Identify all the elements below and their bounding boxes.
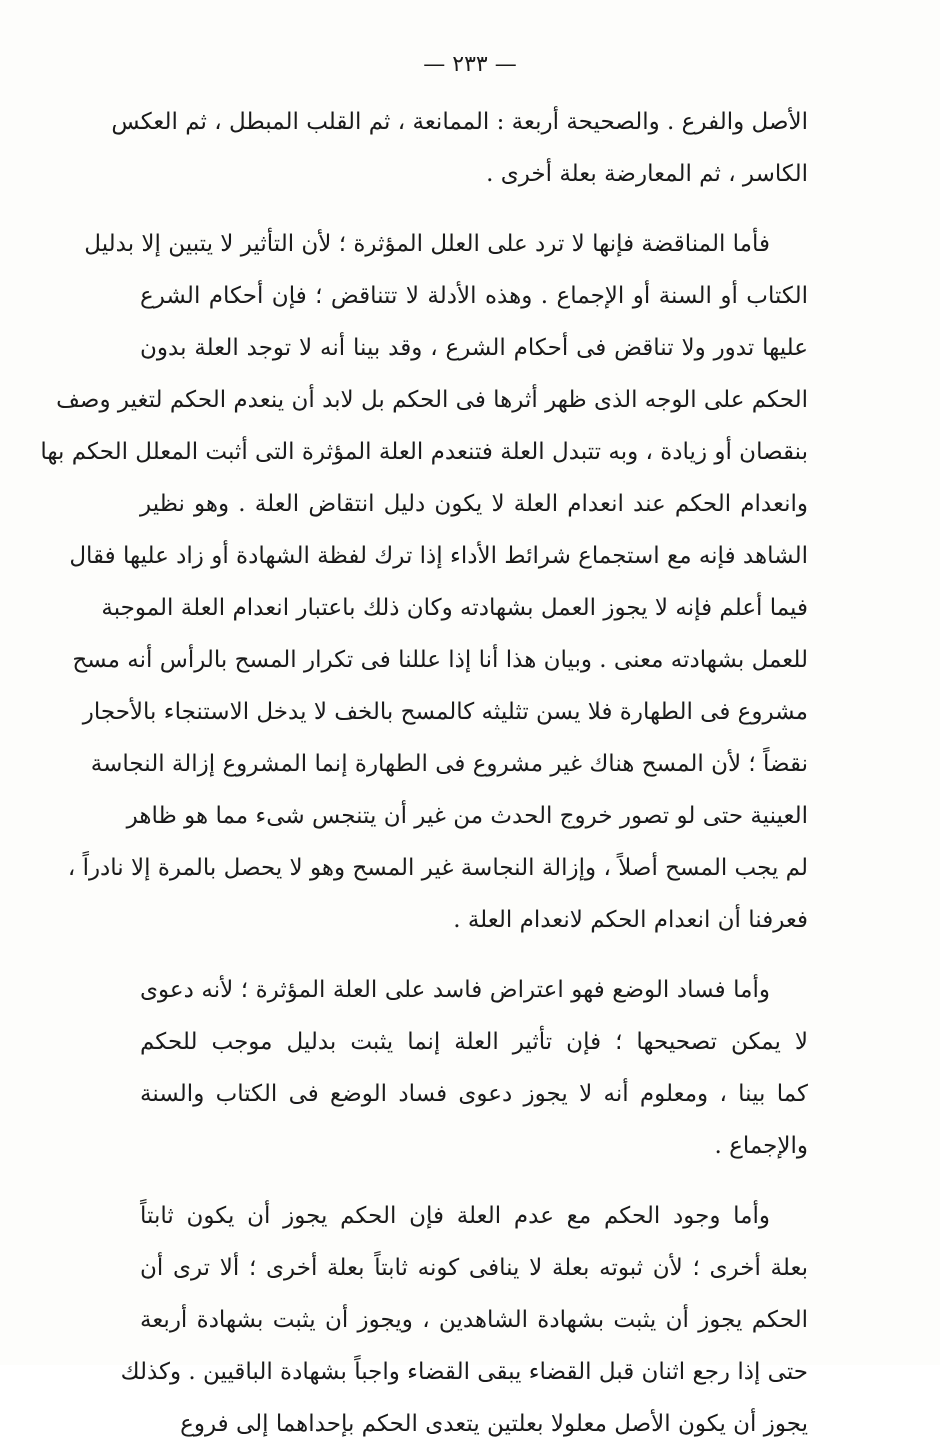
text-line: فأما المناقضة فإنها لا ترد على العلل المؤثرة ؛ لأن التأثير لا يتبين إلا بدليل xyxy=(84,231,770,257)
text-line: والإجماع . xyxy=(714,1133,808,1159)
body-text xyxy=(40,96,808,1450)
text-line: يجوز أن يكون الأصل معلولا بعلتين يتعدى الحكم بإحداهما إلى فروع xyxy=(180,1411,808,1437)
text-line: فيما أعلم فإنه لا يجوز العمل بشهادته وكان ذلك باعتبار انعدام العلة الموجبة xyxy=(101,595,808,621)
text-line: بعلة أخرى ؛ لأن ثبوته بعلة لا ينافى كونه ثابتاً بعلة أخرى ؛ ألا ترى أن xyxy=(140,1255,808,1281)
text-line: لم يجب المسح أصلاً ، وإزالة النجاسة غير المسح وهو لا يحصل بالمرة إلا نادراً ، xyxy=(67,855,808,881)
text-line: الحكم يجوز أن يثبت بشهادة الشاهدين ، ويجوز أن يثبت بشهادة أربعة xyxy=(140,1307,808,1333)
text-line: لا يمكن تصحيحها ؛ فإن تأثير العلة إنما يثبت بدليل موجب للحكم xyxy=(140,1029,808,1055)
text-line: حتى إذا رجع اثنان قبل القضاء يبقى القضاء واجباً بشهادة الباقيين . وكذلك xyxy=(120,1359,808,1385)
text-line: كما بينا ، ومعلوم أنه لا يجوز دعوى فساد الوضع فى الكتاب والسنة xyxy=(140,1081,808,1107)
text-line: وانعدام الحكم عند انعدام العلة لا يكون دليل انتقاض العلة . وهو نظير xyxy=(140,491,808,517)
paragraph xyxy=(111,96,808,200)
paragraph xyxy=(40,218,808,946)
text-line: للعمل بشهادته معنى . وبيان هذا أنا إذا عللنا فى تكرار المسح بالرأس أنه مسح xyxy=(72,647,808,673)
text-line: فعرفنا أن انعدام الحكم لانعدام العلة . xyxy=(453,907,808,933)
text-line: الكتاب أو السنة أو الإجماع . وهذه الأدلة لا تتناقض ؛ فإن أحكام الشرع xyxy=(140,283,808,309)
text-line: وأما وجود الحكم مع عدم العلة فإن الحكم يجوز أن يكون ثابتاً xyxy=(140,1203,770,1229)
paragraph xyxy=(120,1190,808,1450)
text-line: وأما فساد الوضع فهو اعتراض فاسد على العلة المؤثرة ؛ لأنه دعوى xyxy=(140,977,770,1003)
text-line: العينية حتى لو تصور خروج الحدث من غير أن يتنجس شىء مما هو ظاهر xyxy=(126,803,808,829)
paragraph xyxy=(140,964,808,1172)
text-line: مشروع فى الطهارة فلا يسن تثليثه كالمسح بالخف لا يدخل الاستنجاء بالأحجار xyxy=(82,699,808,725)
text-line: نقضاً ؛ لأن المسح هناك غير مشروع فى الطهارة إنما المشروع إزالة النجاسة xyxy=(90,751,808,777)
text-line: الكاسر ، ثم المعارضة بعلة أخرى . xyxy=(486,161,808,187)
text-line: عليها تدور ولا تناقض فى أحكام الشرع ، وقد بينا أنه لا توجد العلة بدون xyxy=(140,335,808,361)
page-number: — ٢٣٣ — xyxy=(423,52,517,77)
text-line: بنقصان أو زيادة ، وبه تتبدل العلة فتنعدم العلة المؤثرة التى أثبت المعلل الحكم بها xyxy=(40,439,808,465)
text-line: الشاهد فإنه مع استجماع شرائط الأداء إذا ترك لفظة الشهادة أو زاد عليها فقال xyxy=(69,543,808,569)
text-line: الحكم على الوجه الذى ظهر أثرها فى الحكم بل لابد أن ينعدم الحكم لتغير وصف xyxy=(56,387,808,413)
text-line: الأصل والفرع . والصحيحة أربعة : الممانعة ، ثم القلب المبطل ، ثم العكس xyxy=(111,109,808,135)
